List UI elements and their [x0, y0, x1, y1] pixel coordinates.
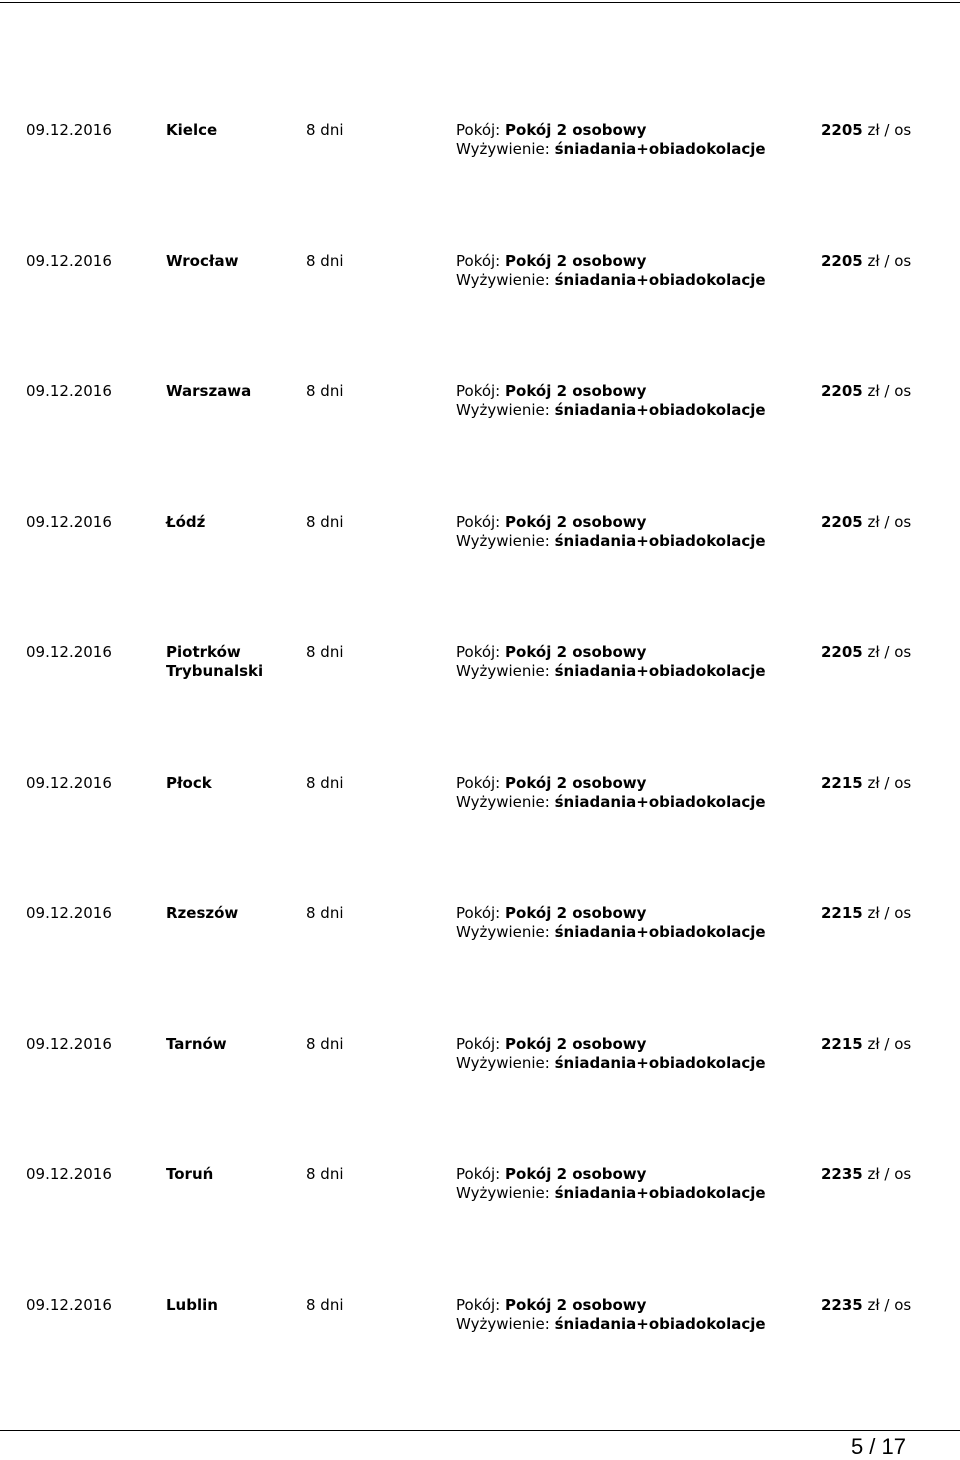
room-type: Pokój 2 osobowy: [505, 1295, 647, 1314]
price-unit: zł / os: [867, 382, 912, 400]
offer-city: [166, 1165, 213, 1184]
room-line: [456, 774, 766, 793]
board-type: śniadania+obiadokolacje: [554, 662, 766, 680]
offer-city: [166, 1035, 227, 1054]
offer-details: [456, 643, 766, 681]
offer-city-line: Łódź: [166, 512, 206, 531]
board-label: Wyżywienie:: [456, 1053, 550, 1072]
price-value: 2235: [821, 1165, 863, 1183]
board-label: Wyżywienie:: [456, 270, 550, 289]
offer-details: [456, 1296, 766, 1334]
price-unit: zł / os: [867, 904, 912, 922]
offer-price: [821, 513, 911, 532]
room-line: [456, 1296, 766, 1315]
offer-city-line: Rzeszów: [166, 904, 239, 922]
page-number: 5 / 17: [850, 1434, 906, 1459]
room-line: [456, 904, 766, 923]
offer-duration: 8 dni: [306, 1165, 344, 1183]
price-value: 2205: [821, 382, 863, 400]
room-label: Pokój:: [456, 1034, 501, 1053]
price-unit: zł / os: [867, 1295, 912, 1314]
offer-city-line: Lublin: [166, 1295, 218, 1314]
room-type: Pokój 2 osobowy: [505, 382, 647, 400]
board-type: śniadania+obiadokolacje: [554, 1053, 766, 1072]
board-label: Wyżywienie:: [456, 662, 550, 680]
offer-details: [456, 1035, 766, 1073]
room-type: Pokój 2 osobowy: [505, 512, 647, 531]
board-line: [456, 401, 766, 420]
room-type: Pokój 2 osobowy: [505, 904, 647, 922]
offer-duration: 8 dni: [306, 512, 344, 531]
offer-date: 09.12.2016: [26, 512, 112, 531]
offer-row: [0, 252, 960, 383]
offer-row: [0, 774, 960, 905]
board-line: [456, 793, 766, 812]
board-label: Wyżywienie:: [456, 923, 550, 941]
board-label: Wyżywienie:: [456, 401, 550, 419]
offer-details: [456, 382, 766, 420]
room-label: Pokój:: [456, 382, 501, 400]
offer-duration: 8 dni: [306, 382, 344, 400]
offer-price: [821, 1035, 911, 1054]
offer-city-line: Warszawa: [166, 382, 252, 400]
board-type: śniadania+obiadokolacje: [554, 401, 766, 419]
board-label: Wyżywienie:: [456, 792, 550, 811]
board-line: [456, 140, 766, 159]
room-type: Pokój 2 osobowy: [505, 251, 647, 270]
board-label: Wyżywienie:: [456, 1184, 550, 1202]
offer-date: 09.12.2016: [26, 1165, 112, 1183]
room-label: Pokój:: [456, 643, 501, 661]
offer-city: [166, 643, 263, 681]
room-line: [456, 1035, 766, 1054]
price-unit: zł / os: [867, 1165, 912, 1183]
price-value: 2215: [821, 904, 863, 922]
room-line: [456, 252, 766, 271]
price-value: 2205: [821, 251, 863, 270]
offer-row: [0, 1296, 960, 1427]
board-line: [456, 923, 766, 942]
board-line: [456, 1054, 766, 1073]
price-unit: zł / os: [867, 643, 912, 661]
offer-details: [456, 121, 766, 159]
board-line: [456, 1184, 766, 1203]
top-divider: [0, 2, 960, 3]
offer-city: [166, 904, 238, 923]
room-label: Pokój:: [456, 512, 501, 531]
room-line: [456, 513, 766, 532]
offer-date: 09.12.2016: [26, 773, 112, 792]
price-value: 2205: [821, 512, 863, 531]
board-type: śniadania+obiadokolacje: [554, 1184, 766, 1202]
price-value: 2205: [821, 121, 863, 139]
board-line: [456, 271, 766, 290]
offer-details: [456, 774, 766, 812]
offer-duration: 8 dni: [306, 904, 344, 922]
room-type: Pokój 2 osobowy: [505, 1034, 647, 1053]
offer-row: [0, 382, 960, 513]
offer-row: [0, 1165, 960, 1296]
offer-date: 09.12.2016: [26, 1034, 112, 1053]
room-line: [456, 121, 766, 140]
board-type: śniadania+obiadokolacje: [554, 1314, 766, 1333]
room-type: Pokój 2 osobowy: [505, 121, 647, 139]
offer-details: [456, 252, 766, 290]
board-label: Wyżywienie:: [456, 1314, 550, 1333]
board-type: śniadania+obiadokolacje: [554, 923, 766, 941]
offer-details: [456, 513, 766, 551]
board-line: [456, 662, 766, 681]
offer-duration: 8 dni: [306, 251, 344, 270]
room-label: Pokój:: [456, 121, 501, 139]
offer-row: [0, 121, 960, 252]
offer-duration: 8 dni: [306, 1034, 344, 1053]
offer-row: [0, 643, 960, 774]
offer-duration: 8 dni: [306, 1295, 344, 1314]
room-type: Pokój 2 osobowy: [505, 1165, 647, 1183]
offer-city: [166, 121, 217, 140]
price-value: 2215: [821, 773, 863, 792]
price-unit: zł / os: [867, 1034, 912, 1053]
room-type: Pokój 2 osobowy: [505, 773, 647, 792]
offer-date: 09.12.2016: [26, 121, 112, 139]
offer-duration: 8 dni: [306, 773, 344, 792]
offer-date: 09.12.2016: [26, 643, 112, 661]
board-type: śniadania+obiadokolacje: [554, 270, 766, 289]
board-type: śniadania+obiadokolacje: [554, 140, 766, 158]
offer-price: [821, 774, 911, 793]
offer-duration: 8 dni: [306, 121, 344, 139]
offer-city-line: Kielce: [166, 121, 218, 139]
offer-city-line: Płock: [166, 773, 212, 792]
price-value: 2205: [821, 643, 863, 661]
offer-date: 09.12.2016: [26, 904, 112, 922]
board-type: śniadania+obiadokolacje: [554, 531, 766, 550]
offer-price: [821, 382, 911, 401]
price-value: 2235: [821, 1295, 863, 1314]
room-line: [456, 382, 766, 401]
offer-price: [821, 121, 911, 140]
offer-city-line: Trybunalski: [166, 662, 264, 680]
board-type: śniadania+obiadokolacje: [554, 792, 766, 811]
offer-price: [821, 1296, 911, 1315]
offer-city-line: Toruń: [166, 1165, 214, 1183]
offer-city-line: Wrocław: [166, 251, 239, 270]
board-label: Wyżywienie:: [456, 140, 550, 158]
footer-divider: [0, 1430, 960, 1431]
board-line: [456, 532, 766, 551]
offer-price: [821, 643, 911, 662]
offer-date: 09.12.2016: [26, 382, 112, 400]
offer-city-line: Piotrków: [166, 643, 241, 661]
offer-list: [0, 121, 960, 1426]
offer-details: [456, 1165, 766, 1203]
room-line: [456, 1165, 766, 1184]
offer-date: 09.12.2016: [26, 251, 112, 270]
price-value: 2215: [821, 1034, 863, 1053]
offer-duration: 8 dni: [306, 643, 344, 661]
room-label: Pokój:: [456, 904, 501, 922]
price-unit: zł / os: [867, 512, 912, 531]
room-type: Pokój 2 osobowy: [505, 643, 647, 661]
price-unit: zł / os: [867, 251, 912, 270]
board-line: [456, 1315, 766, 1334]
room-label: Pokój:: [456, 773, 501, 792]
offer-row: [0, 1035, 960, 1166]
offer-details: [456, 904, 766, 942]
offer-city: [166, 252, 238, 271]
offer-price: [821, 904, 911, 923]
room-line: [456, 643, 766, 662]
offer-date: 09.12.2016: [26, 1295, 112, 1314]
price-unit: zł / os: [867, 121, 912, 139]
offer-row: [0, 513, 960, 644]
room-label: Pokój:: [456, 1295, 501, 1314]
offer-city: [166, 382, 251, 401]
offer-price: [821, 1165, 911, 1184]
offer-city: [166, 774, 212, 793]
offer-city: [166, 513, 205, 532]
board-label: Wyżywienie:: [456, 531, 550, 550]
price-unit: zł / os: [867, 773, 912, 792]
room-label: Pokój:: [456, 251, 501, 270]
offer-city: [166, 1296, 218, 1315]
room-label: Pokój:: [456, 1165, 501, 1183]
offer-price: [821, 252, 911, 271]
offer-row: [0, 904, 960, 1035]
offer-city-line: Tarnów: [166, 1034, 227, 1053]
